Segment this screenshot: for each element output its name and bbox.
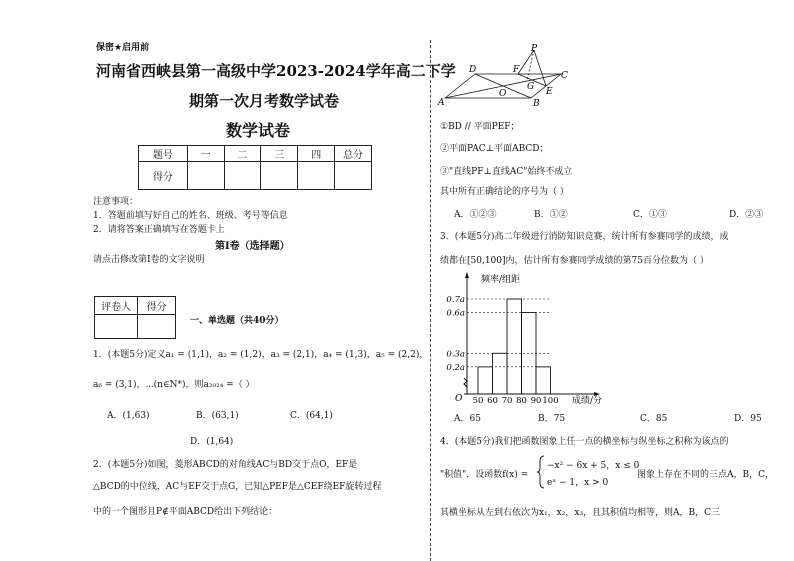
- title-line-1: 河南省西峡县第一高级中学2023-2024学年高二下学: [96, 62, 456, 80]
- notes-item: 1．答题前填写好自己的姓名、班级、考号等信息: [93, 211, 288, 221]
- fig-label: F: [513, 65, 520, 75]
- page-title: 数学试卷: [226, 121, 291, 140]
- histogram-bar: [536, 367, 551, 394]
- q2-conclusion-3: ③"直线PF⊥直线AC"始终不成立: [440, 167, 573, 177]
- fig-label: D: [469, 65, 477, 75]
- part-title: 一、单选题（共40分）: [190, 316, 284, 326]
- x-tick-label: 50: [472, 396, 484, 406]
- score-input-cell[interactable]: [224, 162, 261, 190]
- q3-stem: 绩都在[50,100]内，估计所有参赛同学成绩的第75百分位数为（ ）: [440, 256, 709, 266]
- fig-label: B: [533, 99, 540, 109]
- q1-stem: a₆ = (3,1)，⋯(n∈N*)，则a₂₀₂₄ =（ ）: [93, 380, 255, 390]
- fig-label: P: [531, 44, 538, 54]
- section-description: 请点击修改第Ⅰ卷的文字说明: [93, 255, 205, 265]
- histogram-chart: [436, 272, 614, 408]
- q1-option-b[interactable]: B．(63,1): [196, 411, 239, 421]
- q4-stem: 4．(本题5分)我们把函数图象上任一点的横坐标与纵坐标之积称为该点的: [440, 437, 729, 447]
- q3-option-c[interactable]: C．85: [640, 414, 668, 424]
- q2-stem: 2．(本题5分)如图，菱形ABCD的对角线AC与BD交于点O，EF是: [93, 460, 358, 470]
- q4-stem: 图象上存在不同的三点A，B，C，: [637, 470, 775, 480]
- piecewise-brace: [536, 455, 546, 489]
- q4-stem: 其横坐标从左到右依次为x₁，x₂，x₃，且其积值均相等，则A，B，C三: [440, 508, 721, 518]
- grader-input-cell[interactable]: [138, 315, 176, 339]
- score-header-cell: 四: [298, 146, 335, 162]
- score-row-label: 得分: [139, 162, 188, 190]
- title-line-2: 期第一次月考数学试卷: [189, 92, 340, 110]
- score-header-cell: 三: [261, 146, 298, 162]
- grader-input-cell[interactable]: [95, 315, 138, 339]
- column-divider: [430, 40, 431, 561]
- y-tick-label: 0.3a: [446, 349, 465, 360]
- score-input-cell[interactable]: [298, 162, 335, 190]
- piecewise-case-2: eˣ − 1，x > 0: [547, 478, 609, 488]
- q1-option-d[interactable]: D．(1,64): [190, 437, 234, 447]
- notes-item: 2．请将答案正确填写在答题卡上: [93, 225, 225, 235]
- q3-option-b[interactable]: B．75: [538, 414, 566, 424]
- secret-label: 保密★启用前: [96, 43, 150, 53]
- x-tick-label: 100: [542, 396, 559, 406]
- q2-option-d[interactable]: D．②③: [729, 210, 764, 220]
- score-table: [138, 145, 372, 190]
- score-input-cell[interactable]: [261, 162, 298, 190]
- section-title: 第Ⅰ卷（选择题）: [215, 241, 290, 252]
- y-tick-label: 0.7a: [446, 295, 465, 305]
- score-input-cell[interactable]: [335, 162, 372, 190]
- histogram-bar: [478, 367, 493, 394]
- q1-option-c[interactable]: C．(64,1): [290, 411, 333, 421]
- y-axis-arrow: [465, 272, 469, 278]
- q3-stem: 3．(本题5分)高二年级进行消防知识竞赛，统计所有参赛同学的成绩，成: [440, 232, 729, 242]
- fig-label: O: [499, 89, 507, 99]
- rhombus-figure: [437, 40, 577, 110]
- fig-label: G: [527, 82, 535, 92]
- q1-option-a[interactable]: A．(1,63): [107, 411, 150, 421]
- q2-option-c[interactable]: C．①③: [633, 210, 667, 220]
- x-axis-label: 成绩/分: [572, 396, 603, 406]
- q3-option-a[interactable]: A．65: [454, 414, 481, 424]
- q2-ask: 其中所有正确结论的序号为（ ）: [440, 187, 569, 197]
- grader-header: 评卷人: [95, 297, 138, 315]
- q2-stem: 中的一个图形且P∉平面ABCD给出下列结论：: [93, 507, 278, 517]
- q1-stem: 1．(本题5分)定义a₁ = (1,1)，a₂ = (1,2)，a₃ = (2,1)，a₄ = (1,3)，a₅ = (2,2)，: [93, 350, 429, 360]
- q2-conclusion-2: ②平面PAC⊥平面ABCD；: [440, 144, 549, 154]
- x-tick-label: 60: [487, 396, 498, 406]
- score-header-cell: 一: [187, 146, 224, 162]
- q3-option-d[interactable]: D．95: [734, 414, 762, 424]
- score-header-cell: 题号: [139, 146, 188, 162]
- score-input-cell[interactable]: [187, 162, 224, 190]
- fig-label: C: [561, 71, 568, 81]
- x-tick-label: 90: [530, 396, 542, 406]
- fig-label: E: [546, 87, 553, 97]
- x-tick-label: 70: [501, 396, 513, 406]
- histogram-bar: [493, 353, 508, 394]
- y-axis-label: 频率/组距: [481, 275, 521, 285]
- q2-conclusion-1: ①BD // 平面PEF；: [440, 122, 520, 132]
- q4-stem: "积值"．设函数f(x) =: [440, 470, 529, 480]
- q2-stem: △BCD的中位线，AC与EF交于点G，已知△PEF是△CEF绕EF旋转过程: [93, 482, 382, 492]
- notes-title: 注意事项：: [93, 197, 139, 207]
- grader-header: 得分: [138, 297, 176, 315]
- histogram-bar: [507, 299, 522, 394]
- grader-table: [94, 296, 176, 339]
- fig-label: A: [438, 98, 445, 108]
- q2-option-a[interactable]: A．①②③: [454, 210, 497, 220]
- piecewise-case-1: −x² − 6x + 5，x ≤ 0: [547, 461, 640, 471]
- y-tick-label: 0.6a: [446, 308, 465, 319]
- score-header-cell: 总分: [335, 146, 372, 162]
- x-tick-label: 80: [516, 396, 527, 406]
- score-header-cell: 二: [224, 146, 261, 162]
- y-tick-label: 0.2a: [446, 362, 465, 373]
- origin-label: O: [455, 394, 463, 404]
- q2-option-b[interactable]: B．①②: [534, 210, 568, 220]
